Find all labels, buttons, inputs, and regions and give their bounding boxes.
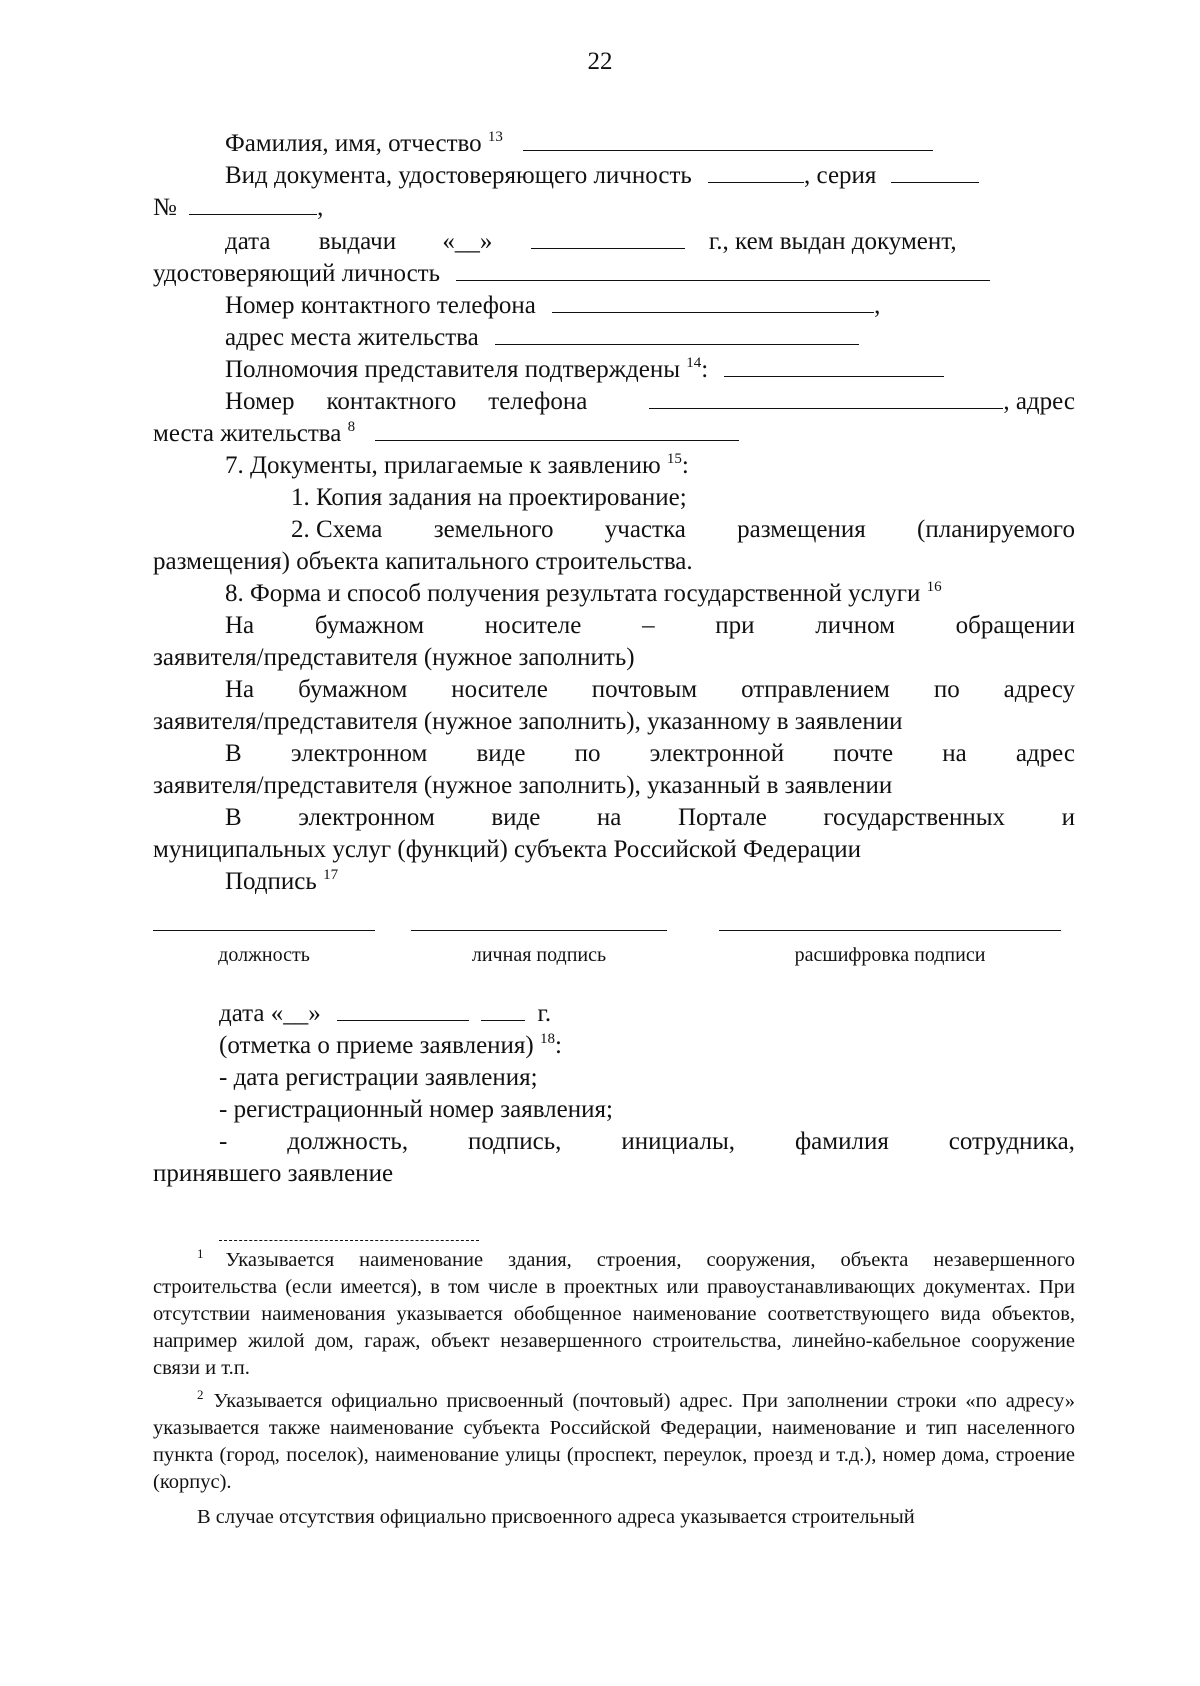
rep-phone-word1: Номер	[225, 388, 295, 415]
reception-mark-footnote-ref: 18	[540, 1031, 555, 1047]
option4-word: В	[225, 804, 242, 831]
option2-word: адресу	[1003, 676, 1075, 703]
personal-signature-column	[411, 918, 667, 971]
option1-word: бумажном	[314, 612, 425, 639]
issue-date-row	[153, 226, 1075, 258]
phone-comma: ,	[874, 292, 881, 319]
reception-date-row	[153, 998, 1075, 1030]
signature-decoding-caption: расшифровка подписи	[794, 944, 986, 966]
section8-title	[153, 578, 1075, 610]
section7-colon: :	[681, 452, 689, 479]
section7-item2-word: размещения	[737, 516, 866, 543]
footnote-2-extra: В случае отсутствия официально присвоенного адреса указывается строительный	[197, 1506, 915, 1528]
reception-item1: - дата регистрации заявления;	[219, 1064, 538, 1091]
reception-mark-row	[153, 1030, 1075, 1062]
reception-item2: - регистрационный номер заявления;	[219, 1096, 613, 1123]
reception-item3-row	[153, 1126, 1075, 1158]
position-field[interactable]	[153, 918, 375, 931]
option1-word: На	[225, 612, 255, 639]
doc-type-label: Вид документа, удостоверяющего личность	[225, 162, 692, 189]
signature-label-row	[153, 866, 1075, 898]
issue-date-word2: выдачи	[318, 228, 397, 255]
reception-year-field[interactable]	[481, 998, 525, 1021]
footnotes	[153, 1240, 1075, 1531]
fio-field[interactable]	[523, 128, 933, 151]
series-label: , серия	[804, 162, 877, 189]
option3-word: почте	[833, 740, 894, 767]
option3-word: адрес	[1015, 740, 1075, 767]
option3-word: по	[574, 740, 601, 767]
section7-item1: 1. Копия задания на проектирование;	[291, 484, 687, 511]
section7-item2-row	[153, 514, 1075, 546]
reception-item3-word: -	[219, 1128, 228, 1155]
section7-item2-word: 2. Схема	[291, 516, 383, 543]
rep-powers-colon: :	[701, 356, 709, 383]
option4-cont: муниципальных услуг (функций) субъекта Российской Федерации	[153, 836, 862, 863]
option1-cont: заявителя/представителя (нужное заполнить)	[153, 644, 635, 671]
reception-mark-label: (отметка о приеме заявления)	[219, 1032, 534, 1059]
issued-by-field[interactable]	[456, 258, 990, 281]
reception-year-suffix: г.	[537, 1000, 552, 1027]
option4-word: на	[596, 804, 622, 831]
section8-footnote-ref: 16	[926, 579, 942, 595]
signature-label: Подпись	[225, 868, 317, 895]
option1-word: при	[715, 612, 755, 639]
rep-phone-tail: , адрес	[1003, 388, 1075, 415]
personal-signature-caption: личная подпись	[471, 944, 607, 966]
option4-word: виде	[491, 804, 541, 831]
reception-month-field[interactable]	[337, 998, 469, 1021]
reception-item3-word: фамилия	[794, 1128, 889, 1155]
section7-item2-word: (планируемого	[917, 516, 1075, 543]
rep-phone-word3: телефона	[488, 388, 588, 415]
rep-phone-word2: контактного	[326, 388, 457, 415]
rep-phone-field[interactable]	[649, 386, 1003, 409]
fio-footnote-ref: 13	[487, 129, 503, 145]
form-body	[153, 128, 1075, 1190]
option1-word: личном	[815, 612, 895, 639]
rep-address-footnote-ref: 8	[347, 419, 356, 435]
fio-row	[153, 128, 1075, 160]
reception-mark-colon: :	[555, 1032, 562, 1059]
option1-word: –	[642, 612, 655, 639]
footnote-separator	[219, 1240, 479, 1241]
option2-word: почтовым	[591, 676, 698, 703]
option4-word: государственных	[823, 804, 1005, 831]
section7-title	[153, 450, 1075, 482]
issued-by-label: г., кем выдан документ,	[708, 228, 957, 255]
section7-item2-word: участка	[604, 516, 686, 543]
option4-word: и	[1061, 804, 1075, 831]
option3-word: электронном	[290, 740, 428, 767]
personal-signature-field[interactable]	[411, 918, 667, 931]
rep-powers-field[interactable]	[724, 354, 944, 377]
rep-phone-row	[153, 386, 1075, 418]
number-label: №	[153, 194, 177, 221]
address-label: адрес места жительства	[225, 324, 479, 351]
signature-footnote-ref: 17	[323, 867, 339, 883]
option2-word: бумажном	[298, 676, 408, 703]
option3-word: на	[942, 740, 967, 767]
option2-word: носителе	[451, 676, 548, 703]
doc-type-field[interactable]	[708, 160, 804, 183]
reception-item3-cont: принявшего заявление	[153, 1160, 394, 1187]
option2-row	[153, 674, 1075, 706]
issue-date-word1: дата	[225, 228, 271, 255]
rep-powers-row	[153, 354, 1075, 386]
footnote-1-text: Указывается наименование здания, строения, сооружения, объекта незавершенного строительства (если имеется), в том числе в проектных или правоустанавливающих документах. При отсутствии наименования указывается обобщенное наименование соответствующего вида объектов, например жилой дом, гараж, объект незавершенного строительства, линейно-кабельное сооружение связи и т.п.	[153, 1249, 1075, 1379]
section7-title-text: 7. Документы, прилагаемые к заявлению	[225, 452, 661, 479]
issue-date-field[interactable]	[531, 226, 685, 249]
reception-date-label[interactable]: дата «__»	[219, 1000, 321, 1027]
rep-powers-footnote-ref: 14	[686, 355, 702, 371]
option1-word: носителе	[484, 612, 582, 639]
option1-word: обращении	[955, 612, 1075, 639]
rep-address-label: места жительства	[153, 420, 342, 447]
option4-word: электронном	[298, 804, 435, 831]
footnote-1	[153, 1247, 1075, 1382]
phone-row	[153, 290, 1075, 322]
footnote-1-mark: 1	[197, 1246, 204, 1261]
address-row	[153, 322, 1075, 354]
section7-item2-cont: размещения) объекта капитального строительства.	[153, 548, 693, 575]
doc-number-field[interactable]	[189, 192, 317, 215]
series-field[interactable]	[891, 160, 979, 183]
page-number: 22	[587, 48, 613, 75]
section7-item2-word: земельного	[433, 516, 554, 543]
footnote-2	[153, 1388, 1075, 1496]
option1-row	[153, 610, 1075, 642]
rep-address-row	[153, 418, 1075, 450]
option3-word: электронной	[649, 740, 785, 767]
option3-row	[153, 738, 1075, 770]
fio-label: Фамилия, имя, отчество	[225, 130, 482, 157]
option3-word: В	[225, 740, 242, 767]
reception-item3-word: сотрудника,	[948, 1128, 1075, 1155]
reception-item3-word: подпись,	[468, 1128, 562, 1155]
issue-date-day-field[interactable]: «__»	[442, 228, 493, 255]
doc-number-row	[153, 192, 1075, 224]
option4-row	[153, 802, 1075, 834]
section7-footnote-ref: 15	[666, 451, 682, 467]
issued-by-cont: удостоверяющий личность	[153, 260, 440, 287]
address-field[interactable]	[495, 322, 859, 345]
position-column	[153, 918, 375, 971]
footnote-2-text: Указывается официально присвоенный (почтовый) адрес. При заполнении строки «по адресу» указывается также наименование субъекта Российской Федерации, наименование и тип населенного пункта (город, поселок), наименование улицы (проспект, переулок, проезд и т.д.), номер дома, строение (корпус).	[153, 1390, 1075, 1493]
option2-cont: заявителя/представителя (нужное заполнить), указанному в заявлении	[153, 708, 903, 735]
option2-word: На	[225, 676, 255, 703]
signature-decoding-field[interactable]	[719, 918, 1061, 931]
number-comma: ,	[317, 194, 324, 221]
option2-word: отправлением	[741, 676, 890, 703]
issued-by-row	[153, 258, 1075, 290]
section8-title-text: 8. Форма и способ получения результата государственной услуги	[225, 580, 921, 607]
signature-decoding-column	[719, 918, 1061, 971]
phone-label: Номер контактного телефона	[225, 292, 536, 319]
option2-word: по	[933, 676, 960, 703]
reception-item3-word: должность,	[287, 1128, 409, 1155]
footnote-2-mark: 2	[197, 1387, 204, 1402]
signature-block	[153, 918, 1075, 988]
rep-address-field[interactable]	[375, 418, 739, 441]
phone-field[interactable]	[552, 290, 874, 313]
rep-powers-label: Полномочия представителя подтверждены	[225, 356, 681, 383]
doc-type-row	[153, 160, 1075, 192]
position-caption: должность	[218, 944, 310, 966]
option3-cont: заявителя/представителя (нужное заполнить), указанный в заявлении	[153, 772, 893, 799]
reception-item3-word: инициалы,	[621, 1128, 736, 1155]
option3-word: виде	[476, 740, 526, 767]
option4-word: Портале	[677, 804, 767, 831]
